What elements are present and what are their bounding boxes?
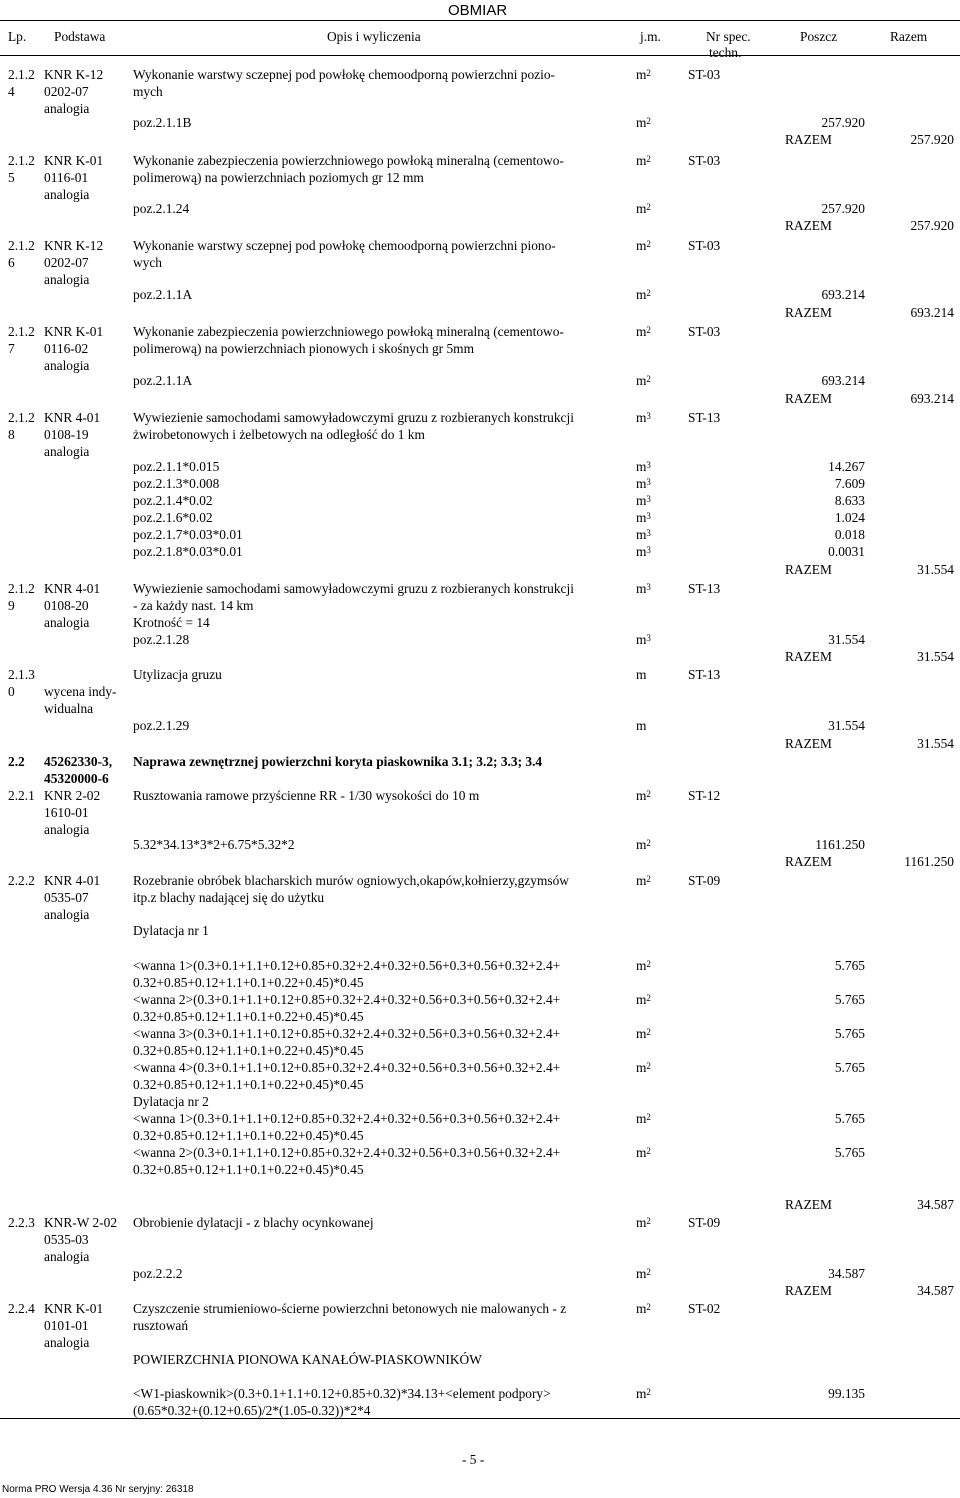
podstawa-code: 0101-01	[44, 1318, 89, 1333]
calc-value: 1161.250	[815, 837, 865, 852]
header-techn: techn.	[709, 45, 742, 60]
calc-value: 5.765	[834, 1145, 865, 1160]
podstawa-note: analogia	[44, 822, 90, 837]
calc-jm: $m^2$	[636, 958, 651, 973]
calc-text: poz.2.1.29	[133, 718, 190, 733]
calc-text: poz.2.1.3*0.008	[133, 476, 220, 491]
spec: ST-03	[688, 324, 721, 339]
calc-text: poz.2.1.1*0.015	[133, 459, 220, 474]
calc-value: 14.267	[828, 459, 865, 474]
podstawa-note: analogia	[44, 358, 90, 373]
calc-value: 5.765	[834, 1060, 865, 1075]
podstawa: KNR 2-02	[44, 788, 101, 803]
opis-line: Utylizacja gruzu	[133, 667, 222, 682]
jm: m	[636, 667, 647, 682]
spec: ST-03	[688, 238, 721, 253]
podstawa: wycena indy-	[44, 684, 117, 699]
podstawa-code: 0108-19	[44, 427, 89, 442]
calc-text: <W1-piaskownik>(0.3+0.1+1.1+0.12+0.85+0.32)*34.13+<element podpory>	[133, 1386, 551, 1401]
razem-value: 693.214	[910, 391, 954, 406]
calc-value: 0.0031	[828, 544, 865, 559]
razem-value: 31.554	[917, 736, 954, 751]
lp-suffix: 7	[8, 341, 15, 356]
calc-jm: $m^3$	[636, 544, 651, 559]
razem-label: RAZEM	[785, 854, 832, 869]
opis-line: żwirobetonowych i żelbetowych na odległość do 1 km	[133, 427, 425, 442]
jm: $m^3$	[636, 581, 651, 596]
opis-line: Wykonanie zabezpieczenia powierzchniowego powłoką mineralną (cementowo-	[133, 153, 564, 168]
lp: 2.1.2	[8, 324, 35, 339]
section-lp: 2.2	[8, 754, 25, 769]
calc-value: 693.214	[821, 373, 865, 388]
calc-jm: m	[636, 718, 647, 733]
calc-text: <wanna 1>(0.3+0.1+1.1+0.12+0.85+0.32+2.4+0.32+0.56+0.3+0.56+0.32+2.4+	[133, 958, 561, 973]
section-podstawa-2: 45320000-6	[44, 771, 109, 786]
spec: ST-13	[688, 581, 721, 596]
calc-text: 0.32+0.85+0.12+1.1+0.1+0.22+0.45)*0.45	[133, 1128, 364, 1143]
calc-text: <wanna 2>(0.3+0.1+1.1+0.12+0.85+0.32+2.4+0.32+0.56+0.3+0.56+0.32+2.4+	[133, 1145, 561, 1160]
section-podstawa: 45262330-3,	[44, 754, 113, 769]
footer-text: Norma PRO Wersja 4.36 Nr seryjny: 26318	[2, 1484, 194, 1495]
podstawa: KNR K-01	[44, 1301, 104, 1316]
lp-suffix: 9	[8, 598, 15, 613]
razem-value: 34.587	[917, 1283, 954, 1298]
header-podstawa: Podstawa	[54, 29, 106, 44]
section-title: Naprawa zewnętrznej powierzchni koryta piaskownika 3.1; 3.2; 3.3; 3.4	[133, 754, 543, 769]
razem-label: RAZEM	[785, 391, 832, 406]
podstawa: KNR 4-01	[44, 873, 101, 888]
razem-label: RAZEM	[785, 736, 832, 751]
opis-line: Obrobienie dylatacji - z blachy ocynkowanej	[133, 1215, 374, 1230]
calc-value: 0.018	[834, 527, 865, 542]
calc-value: 7.609	[834, 476, 865, 491]
calc-text: 0.32+0.85+0.12+1.1+0.1+0.22+0.45)*0.45	[133, 1043, 364, 1058]
calc-jm: $m^2$	[636, 992, 651, 1007]
calc-jm: $m^2$	[636, 373, 651, 388]
header-opis: Opis i wyliczenia	[327, 29, 421, 44]
calc-text: (0.65*0.32+(0.12+0.65)/2*(1.05-0.32))*2*4	[133, 1403, 371, 1418]
calc-text: <wanna 1>(0.3+0.1+1.1+0.12+0.85+0.32+2.4+0.32+0.56+0.3+0.56+0.32+2.4+	[133, 1111, 561, 1126]
jm: $m^3$	[636, 410, 651, 425]
header-nrspec: Nr spec.	[706, 29, 751, 44]
calc-jm: $m^3$	[636, 527, 651, 542]
lp-suffix: 0	[8, 684, 15, 699]
calc-value: 34.587	[828, 1266, 865, 1281]
calc-jm: $m^3$	[636, 510, 651, 525]
lp: 2.1.2	[8, 238, 35, 253]
opis-line: - za każdy nast. 14 km	[133, 598, 254, 613]
spec: ST-09	[688, 873, 721, 888]
razem-label: RAZEM	[785, 1197, 832, 1212]
page-number: - 5 -	[462, 1452, 485, 1467]
calc-value: 31.554	[828, 718, 865, 733]
calc-text: poz.2.1.6*0.02	[133, 510, 213, 525]
lp: 2.1.3	[8, 667, 35, 682]
razem-label: RAZEM	[785, 649, 832, 664]
podstawa-note: analogia	[44, 1249, 90, 1264]
jm: $m^2$	[636, 873, 651, 888]
calc-value: 5.765	[834, 1026, 865, 1041]
razem-value: 31.554	[917, 649, 954, 664]
calc-jm: $m^2$	[636, 1386, 651, 1401]
header-poszcz: Poszcz	[800, 29, 838, 44]
podstawa-code: 0202-07	[44, 255, 89, 270]
jm: $m^2$	[636, 788, 651, 803]
spec: ST-03	[688, 153, 721, 168]
calc-value: 8.633	[834, 493, 865, 508]
opis-line: Rozebranie obróbek blacharskich murów ogniowych,okapów,kołnierzy,gzymsów	[133, 873, 569, 888]
opis-line: mych	[133, 84, 163, 99]
calc-jm: $m^2$	[636, 1111, 651, 1126]
bottom-rule	[0, 1418, 960, 1419]
podstawa-code: 0202-07	[44, 84, 89, 99]
lp-suffix: 6	[8, 255, 15, 270]
podstawa-note: analogia	[44, 444, 90, 459]
header-razem: Razem	[890, 29, 928, 44]
opis-line: polimerową) na powierzchniach pionowych i skośnych gr 5mm	[133, 341, 475, 356]
podstawa-code: 0108-20	[44, 598, 89, 613]
razem-value: 257.920	[910, 218, 954, 233]
razem-value: 693.214	[910, 305, 954, 320]
lp-suffix: 4	[8, 84, 15, 99]
opis-line: Krotność = 14	[133, 615, 210, 630]
jm: $m^2$	[636, 238, 651, 253]
calc-jm: $m^3$	[636, 476, 651, 491]
header-lp: Lp.	[8, 29, 27, 44]
calc-text: <wanna 2>(0.3+0.1+1.1+0.12+0.85+0.32+2.4+0.32+0.56+0.3+0.56+0.32+2.4+	[133, 992, 561, 1007]
podstawa-note: analogia	[44, 101, 90, 116]
calc-text: poz.2.1.28	[133, 632, 190, 647]
razem-label: RAZEM	[785, 562, 832, 577]
dylatacja-label: Dylatacja nr 1	[133, 923, 209, 938]
spec: ST-02	[688, 1301, 721, 1316]
podstawa: KNR-W 2-02	[44, 1215, 118, 1230]
calc-text: 0.32+0.85+0.12+1.1+0.1+0.22+0.45)*0.45	[133, 1009, 364, 1024]
calc-value: 257.920	[821, 201, 865, 216]
section-subtitle: POWIERZCHNIA PIONOWA KANAŁÓW-PIASKOWNIKÓW	[133, 1352, 482, 1367]
podstawa-note: analogia	[44, 187, 90, 202]
calc-jm: $m^2$	[636, 1145, 651, 1160]
opis-line: rusztowań	[133, 1318, 189, 1333]
calc-text: <wanna 4>(0.3+0.1+1.1+0.12+0.85+0.32+2.4+0.32+0.56+0.3+0.56+0.32+2.4+	[133, 1060, 561, 1075]
razem-label: RAZEM	[785, 305, 832, 320]
calc-text: poz.2.1.7*0.03*0.01	[133, 527, 243, 542]
spec: ST-13	[688, 410, 721, 425]
calc-jm: $m^2$	[636, 287, 651, 302]
podstawa: KNR 4-01	[44, 581, 101, 596]
podstawa-note: analogia	[44, 272, 90, 287]
razem-value: 34.587	[917, 1197, 954, 1212]
calc-text: 0.32+0.85+0.12+1.1+0.1+0.22+0.45)*0.45	[133, 1162, 364, 1177]
jm: $m^2$	[636, 67, 651, 82]
razem-value: 1161.250	[904, 854, 954, 869]
lp: 2.1.2	[8, 67, 35, 82]
podstawa-code: 0535-03	[44, 1232, 89, 1247]
jm: $m^2$	[636, 153, 651, 168]
lp: 2.1.2	[8, 153, 35, 168]
calc-value: 5.765	[834, 1111, 865, 1126]
razem-value: 31.554	[917, 562, 954, 577]
spec: ST-09	[688, 1215, 721, 1230]
podstawa-note: analogia	[44, 615, 90, 630]
calc-jm: $m^3$	[636, 459, 651, 474]
calc-value: 5.765	[834, 992, 865, 1007]
calc-text: poz.2.1.1A	[133, 373, 193, 388]
opis-line: wych	[133, 255, 163, 270]
podstawa-code: 0116-01	[44, 170, 89, 185]
lp: 2.1.2	[8, 581, 35, 596]
podstawa-code: 1610-01	[44, 805, 89, 820]
calc-jm: $m^2$	[636, 201, 651, 216]
lp: 2.2.4	[8, 1301, 35, 1316]
opis-line: Wywiezienie samochodami samowyładowczymi gruzu z rozbieranych konstrukcji	[133, 410, 574, 425]
podstawa: KNR K-12	[44, 67, 104, 82]
calc-jm: $m^2$	[636, 1266, 651, 1281]
dylatacja-label: Dylatacja nr 2	[133, 1094, 209, 1109]
opis-line: Wywiezienie samochodami samowyładowczymi gruzu z rozbieranych konstrukcji	[133, 581, 574, 596]
opis-line: Wykonanie zabezpieczenia powierzchniowego powłoką mineralną (cementowo-	[133, 324, 564, 339]
razem-value: 257.920	[910, 132, 954, 147]
calc-jm: $m^2$	[636, 837, 651, 852]
calc-jm: $m^2$	[636, 1060, 651, 1075]
podstawa-code: widualna	[44, 701, 94, 716]
lp-suffix: 8	[8, 427, 15, 442]
podstawa: KNR K-01	[44, 153, 104, 168]
calc-text: 5.32*34.13*3*2+6.75*5.32*2	[133, 837, 295, 852]
calc-text: <wanna 3>(0.3+0.1+1.1+0.12+0.85+0.32+2.4+0.32+0.56+0.3+0.56+0.32+2.4+	[133, 1026, 561, 1041]
calc-value: 257.920	[821, 115, 865, 130]
calc-text: poz.2.1.4*0.02	[133, 493, 213, 508]
spec: ST-12	[688, 788, 721, 803]
opis-line: polimerową) na powierzchniach poziomych gr 12 mm	[133, 170, 424, 185]
razem-label: RAZEM	[785, 1283, 832, 1298]
podstawa-code: 0535-07	[44, 890, 89, 905]
opis-line: Wykonanie warstwy sczepnej pod powłokę chemoodporną powierzchni piono-	[133, 238, 556, 253]
razem-label: RAZEM	[785, 218, 832, 233]
jm: $m^2$	[636, 324, 651, 339]
calc-text: poz.2.1.8*0.03*0.01	[133, 544, 243, 559]
podstawa-note: analogia	[44, 1335, 90, 1350]
lp: 2.2.1	[8, 788, 35, 803]
calc-text: poz.2.1.1A	[133, 287, 193, 302]
spec: ST-03	[688, 67, 721, 82]
calc-value: 1.024	[834, 510, 865, 525]
lp: 2.1.2	[8, 410, 35, 425]
opis-line: Rusztowania ramowe przyścienne RR - 1/30 wysokości do 10 m	[133, 788, 480, 803]
calc-jm: $m^3$	[636, 632, 651, 647]
calc-value: 31.554	[828, 632, 865, 647]
calc-text: 0.32+0.85+0.12+1.1+0.1+0.22+0.45)*0.45	[133, 975, 364, 990]
podstawa: KNR 4-01	[44, 410, 101, 425]
calc-value: 99.135	[828, 1386, 865, 1401]
calc-jm: $m^2$	[636, 115, 651, 130]
calc-value: 5.765	[834, 958, 865, 973]
podstawa: KNR K-01	[44, 324, 104, 339]
razem-label: RAZEM	[785, 132, 832, 147]
jm: $m^2$	[636, 1301, 651, 1316]
lp-suffix: 5	[8, 170, 15, 185]
calc-value: 693.214	[821, 287, 865, 302]
calc-text: poz.2.2.2	[133, 1266, 183, 1281]
opis-line: itp.z blachy nadającej się do użytku	[133, 890, 325, 905]
podstawa-code: 0116-02	[44, 341, 89, 356]
opis-line: Czyszczenie strumieniowo-ścierne powierzchni betonowych nie malowanych - z	[133, 1301, 567, 1316]
podstawa-note: analogia	[44, 907, 90, 922]
opis-line: Wykonanie warstwy sczepnej pod powłokę chemoodporną powierzchni pozio-	[133, 67, 555, 82]
lp: 2.2.2	[8, 873, 35, 888]
page-title: OBMIAR	[448, 2, 508, 19]
calc-jm: $m^3$	[636, 493, 651, 508]
calc-jm: $m^2$	[636, 1026, 651, 1041]
lp: 2.2.3	[8, 1215, 35, 1230]
podstawa: KNR K-12	[44, 238, 104, 253]
header-jm: j.m.	[640, 29, 661, 44]
jm: $m^2$	[636, 1215, 651, 1230]
calc-text: poz.2.1.1B	[133, 115, 192, 130]
calc-text: poz.2.1.24	[133, 201, 190, 216]
calc-text: 0.32+0.85+0.12+1.1+0.1+0.22+0.45)*0.45	[133, 1077, 364, 1092]
spec: ST-13	[688, 667, 721, 682]
